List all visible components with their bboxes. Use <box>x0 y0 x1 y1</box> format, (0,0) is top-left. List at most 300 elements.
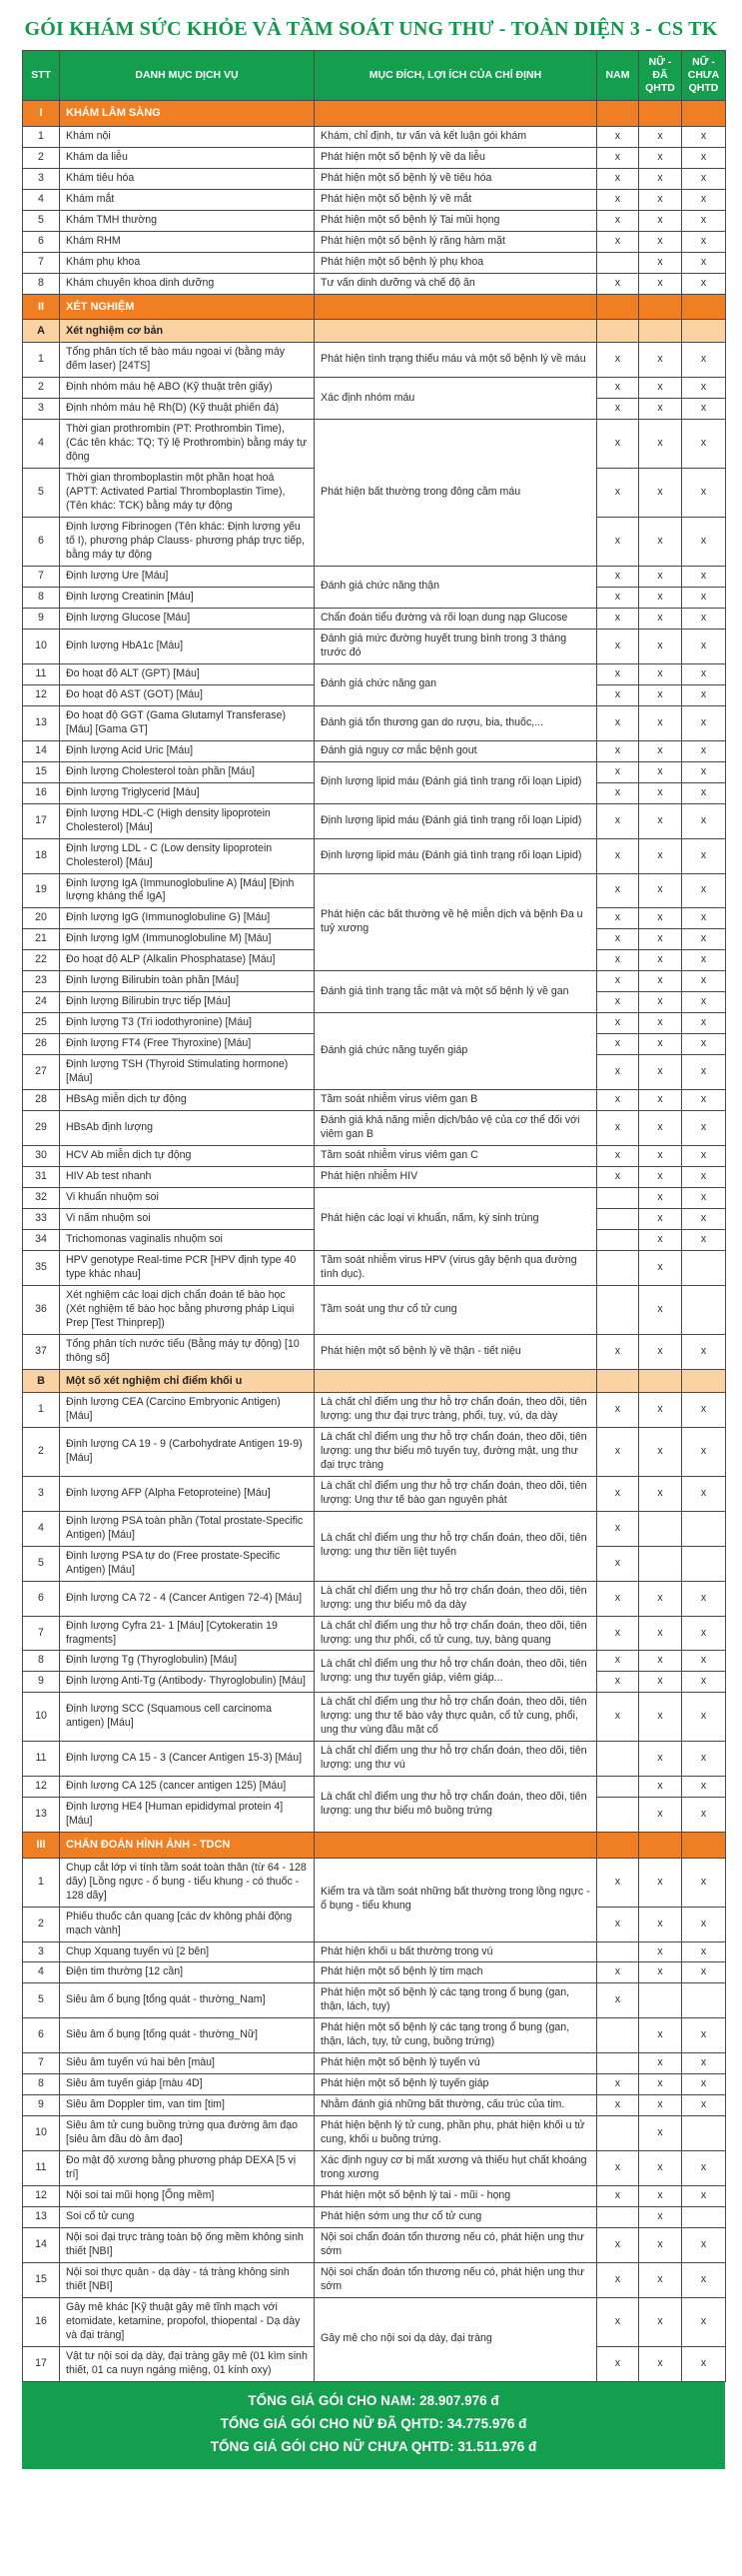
service-row <box>23 1111 726 1146</box>
mark-cell-nu-da-qhtd: x <box>639 189 682 210</box>
mark-cell-nam: x <box>597 2262 639 2297</box>
mark-cell-nam: x <box>597 1858 639 1907</box>
mark-cell-nu-chua-qhtd: x <box>682 2186 726 2207</box>
stt-cell: 36 <box>23 1285 60 1334</box>
service-name-cell: Định lượng Glucose [Máu] <box>60 608 315 629</box>
purpose-cell: Khám, chỉ định, tư vấn và kết luận gói khám <box>315 126 597 147</box>
mark-cell-nam: x <box>597 971 639 992</box>
stt-cell: 2 <box>23 378 60 399</box>
stt-cell: 23 <box>23 971 60 992</box>
section-number-cell: III <box>23 1833 60 1859</box>
purpose-cell: Phát hiện một số bệnh lý phụ khoa <box>315 252 597 273</box>
service-row <box>23 168 726 189</box>
stt-cell: 34 <box>23 1229 60 1250</box>
service-name-cell: Định lượng Acid Uric [Máu] <box>60 740 315 761</box>
stt-cell: 9 <box>23 608 60 629</box>
service-name-cell: Siêu âm Doppler tim, van tim [tim] <box>60 2095 315 2116</box>
purpose-cell: Định lượng lipid máu (Đánh giá tình trạng rối loạn Lipid) <box>315 838 597 873</box>
service-name-cell: HBsAg miễn dịch tự động <box>60 1090 315 1111</box>
mark-cell-nu-chua-qhtd <box>682 1833 726 1859</box>
section-purpose-spacer-cell <box>315 1833 597 1859</box>
service-name-cell: Định lượng HDL-C (High density lipoprotein Cholesterol) [Máu] <box>60 803 315 838</box>
stt-cell: 7 <box>23 567 60 588</box>
purpose-cell: Đánh giá nguy cơ mắc bệnh gout <box>315 740 597 761</box>
service-row <box>23 1962 726 1983</box>
mark-cell-nu-da-qhtd: x <box>639 1146 682 1167</box>
purpose-cell: Là chất chỉ điểm ung thư hỗ trợ chẩn đoán, theo dõi, tiên lượng: ung thư tiền liệt tuyến <box>315 1511 597 1581</box>
stt-cell: 16 <box>23 782 60 803</box>
service-name-cell: Thời gian thromboplastin một phần hoạt hoá (APTT: Activated Partial Thromboplastin Time), (Tên khác: TCK) bằng máy tự động <box>60 469 315 518</box>
stt-cell: 35 <box>23 1250 60 1285</box>
mark-cell-nu-chua-qhtd <box>682 1511 726 1546</box>
mark-cell-nu-da-qhtd: x <box>639 971 682 992</box>
table-header <box>23 51 726 101</box>
mark-cell-nu-da-qhtd: x <box>639 2186 682 2207</box>
mark-cell-nam: x <box>597 1693 639 1742</box>
mark-cell-nu-da-qhtd: x <box>639 231 682 252</box>
mark-cell-nu-chua-qhtd: x <box>682 420 726 469</box>
service-row <box>23 273 726 294</box>
mark-cell-nu-da-qhtd: x <box>639 803 682 838</box>
mark-cell-nu-chua-qhtd <box>682 1369 726 1392</box>
service-row <box>23 803 726 838</box>
section-label-cell: Xét nghiệm cơ bản <box>60 320 315 343</box>
stt-cell: 16 <box>23 2297 60 2346</box>
service-name-cell: Định lượng CEA (Carcino Embryonic Antigen) [Máu] <box>60 1392 315 1427</box>
service-row <box>23 1334 726 1369</box>
mark-cell-nu-chua-qhtd: x <box>682 1858 726 1907</box>
mark-cell-nam: x <box>597 1581 639 1616</box>
service-name-cell: Điện tim thường [12 cần] <box>60 1962 315 1983</box>
service-name-cell: Chụp cắt lớp vi tính tầm soát toàn thân (từ 64 - 128 dãy) [Lồng ngực - ổ bụng - tiểu khung - có thuốc - 128 dãy] <box>60 1858 315 1907</box>
stt-cell: 1 <box>23 126 60 147</box>
mark-cell-nam: x <box>597 1616 639 1651</box>
mark-cell-nu-chua-qhtd: x <box>682 518 726 567</box>
mark-cell-nu-chua-qhtd: x <box>682 873 726 908</box>
mark-cell-nu-chua-qhtd: x <box>682 1693 726 1742</box>
stt-cell: 1 <box>23 1392 60 1427</box>
mark-cell-nam: x <box>597 803 639 838</box>
service-name-cell: Soi cổ tử cung <box>60 2207 315 2228</box>
service-name-cell: Định lượng HE4 [Human epididymal protein 4] [Máu] <box>60 1798 315 1833</box>
mark-cell-nu-da-qhtd: x <box>639 608 682 629</box>
section-label-cell: Một số xét nghiệm chỉ điểm khối u <box>60 1369 315 1392</box>
mark-cell-nu-da-qhtd: x <box>639 1672 682 1693</box>
stt-cell: 2 <box>23 1427 60 1476</box>
mark-cell-nu-chua-qhtd: x <box>682 210 726 231</box>
mark-cell-nu-da-qhtd: x <box>639 663 682 684</box>
service-row <box>23 126 726 147</box>
mark-cell-nu-da-qhtd: x <box>639 378 682 399</box>
mark-cell-nu-da-qhtd: x <box>639 1334 682 1369</box>
mark-cell-nu-da-qhtd: x <box>639 950 682 971</box>
stt-cell: 5 <box>23 210 60 231</box>
purpose-cell: Đánh giá chức năng tuyến giáp <box>315 1013 597 1090</box>
mark-cell-nu-chua-qhtd: x <box>682 663 726 684</box>
service-row <box>23 1777 726 1798</box>
purpose-cell: Là chất chỉ điểm ung thư hỗ trợ chẩn đoán, theo dõi, tiên lượng: ung thư đại trực tràng, phổi, tuỵ, vú, dạ dày <box>315 1392 597 1427</box>
service-row <box>23 1167 726 1188</box>
subsection-row <box>23 1369 726 1392</box>
mark-cell-nam <box>597 1941 639 1962</box>
mark-cell-nam: x <box>597 399 639 420</box>
mark-cell-nam: x <box>597 684 639 705</box>
service-row <box>23 838 726 873</box>
section-number-cell: A <box>23 320 60 343</box>
section-label-cell: CHẨN ĐOÁN HÌNH ẢNH - TDCN <box>60 1833 315 1859</box>
mark-cell-nu-chua-qhtd: x <box>682 838 726 873</box>
purpose-cell: Đánh giá tình trạng tắc mật và một số bệnh lý về gan <box>315 971 597 1013</box>
service-name-cell: Tổng phân tích nước tiểu (Bằng máy tự động) [10 thông số] <box>60 1334 315 1369</box>
total-price-nam: TỔNG GIÁ GÓI CHO NAM: 28.907.976 đ <box>248 2392 499 2408</box>
mark-cell-nu-chua-qhtd: x <box>682 1034 726 1055</box>
service-name-cell: Khám nội <box>60 126 315 147</box>
mark-cell-nam: x <box>597 210 639 231</box>
service-row <box>23 1250 726 1285</box>
mark-cell-nam <box>597 1798 639 1833</box>
mark-cell-nam: x <box>597 1167 639 1188</box>
section-purpose-spacer-cell <box>315 1369 597 1392</box>
stt-cell: 13 <box>23 1798 60 1833</box>
purpose-cell: Là chất chỉ điểm ung thư hỗ trợ chẩn đoán, theo dõi, tiên lượng: ung thư biểu mô dạ dày <box>315 1581 597 1616</box>
mark-cell-nu-chua-qhtd <box>682 294 726 320</box>
mark-cell-nam <box>597 1777 639 1798</box>
purpose-cell: Là chất chỉ điểm ung thư hỗ trợ chẩn đoán, theo dõi, tiên lượng: ung thư tế bào vảy thực quản, cổ tử cung, phổi, ung thư vùng đầu mặt cổ <box>315 1693 597 1742</box>
mark-cell-nam: x <box>597 2228 639 2263</box>
stt-cell: 13 <box>23 705 60 740</box>
stt-cell: 8 <box>23 2074 60 2095</box>
mark-cell-nu-chua-qhtd: x <box>682 1392 726 1427</box>
service-row <box>23 420 726 469</box>
mark-cell-nu-chua-qhtd <box>682 1983 726 2018</box>
purpose-cell: Đánh giá tổn thương gan do rượu, bia, thuốc,... <box>315 705 597 740</box>
mark-cell-nu-da-qhtd: x <box>639 1188 682 1209</box>
stt-cell: 5 <box>23 1983 60 2018</box>
purpose-cell: Phát hiện các loại vi khuẩn, nấm, ký sinh trùng <box>315 1188 597 1251</box>
mark-cell-nam <box>597 1188 639 1209</box>
mark-cell-nam: x <box>597 1476 639 1511</box>
service-name-cell: Định lượng Tg (Thyroglobulin) [Máu] <box>60 1651 315 1672</box>
purpose-cell: Nội soi chẩn đoán tổn thương nếu có, phát hiện ung thư sớm <box>315 2262 597 2297</box>
col-header-nu-chua-qhtd: NỮ - CHƯA QHTD <box>682 51 726 101</box>
stt-cell: 5 <box>23 469 60 518</box>
service-name-cell: Chụp Xquang tuyến vú [2 bên] <box>60 1941 315 1962</box>
total-price-nu-chua-qhtd: TỔNG GIÁ GÓI CHO NỮ CHƯA QHTD: 31.511.976 đ <box>210 2438 537 2454</box>
stt-cell: 2 <box>23 147 60 168</box>
stt-cell: 19 <box>23 873 60 908</box>
mark-cell-nam <box>597 2207 639 2228</box>
stt-cell: 12 <box>23 2186 60 2207</box>
stt-cell: 12 <box>23 1777 60 1798</box>
purpose-cell: Là chất chỉ điểm ung thư hỗ trợ chẩn đoán, theo dõi, tiên lượng: ung thư tuyến giáp, viêm giáp... <box>315 1651 597 1693</box>
stt-cell: 15 <box>23 2262 60 2297</box>
mark-cell-nu-chua-qhtd: x <box>682 2228 726 2263</box>
mark-cell-nam: x <box>597 420 639 469</box>
section-row <box>23 294 726 320</box>
stt-cell: 14 <box>23 740 60 761</box>
purpose-cell: Tầm soát ung thư cổ tử cung <box>315 1285 597 1334</box>
service-name-cell: HIV Ab test nhanh <box>60 1167 315 1188</box>
purpose-cell: Tầm soát nhiễm virus viêm gan C <box>315 1146 597 1167</box>
stt-cell: 4 <box>23 420 60 469</box>
mark-cell-nam: x <box>597 1090 639 1111</box>
service-name-cell: Định lượng CA 72 - 4 (Cancer Antigen 72-4) [Máu] <box>60 1581 315 1616</box>
mark-cell-nam: x <box>597 1672 639 1693</box>
purpose-cell: Phát hiện một số bệnh lý Tai mũi họng <box>315 210 597 231</box>
mark-cell-nam: x <box>597 147 639 168</box>
service-name-cell: Trichomonas vaginalis nhuộm soi <box>60 1229 315 1250</box>
mark-cell-nam: x <box>597 1111 639 1146</box>
mark-cell-nu-chua-qhtd: x <box>682 950 726 971</box>
mark-cell-nu-da-qhtd <box>639 320 682 343</box>
service-name-cell: Nội soi thực quản - dạ dày - tá tràng không sinh thiết [NBI] <box>60 2262 315 2297</box>
mark-cell-nu-chua-qhtd: x <box>682 1111 726 1146</box>
mark-cell-nam: x <box>597 1546 639 1581</box>
mark-cell-nu-da-qhtd <box>639 1546 682 1581</box>
service-row <box>23 2228 726 2263</box>
mark-cell-nu-da-qhtd: x <box>639 1476 682 1511</box>
service-name-cell: Khám da liễu <box>60 147 315 168</box>
mark-cell-nu-da-qhtd: x <box>639 1250 682 1285</box>
mark-cell-nu-da-qhtd: x <box>639 343 682 378</box>
service-name-cell: Định lượng HbA1c [Máu] <box>60 629 315 663</box>
mark-cell-nam: x <box>597 2346 639 2381</box>
service-row <box>23 971 726 992</box>
mark-cell-nu-da-qhtd <box>639 294 682 320</box>
mark-cell-nu-chua-qhtd: x <box>682 168 726 189</box>
purpose-cell: Phát hiện một số bệnh lý tuyến giáp <box>315 2074 597 2095</box>
mark-cell-nu-da-qhtd: x <box>639 1427 682 1476</box>
purpose-cell: Phát hiện sớm ung thư cổ tử cung <box>315 2207 597 2228</box>
stt-cell: 1 <box>23 1858 60 1907</box>
service-row <box>23 740 726 761</box>
service-name-cell: Định lượng CA 19 - 9 (Carbohydrate Antigen 19-9) [Máu] <box>60 1427 315 1476</box>
service-row <box>23 2262 726 2297</box>
mark-cell-nam <box>597 1369 639 1392</box>
service-name-cell: Định lượng Creatinin [Máu] <box>60 587 315 608</box>
mark-cell-nu-chua-qhtd: x <box>682 1013 726 1034</box>
mark-cell-nu-chua-qhtd: x <box>682 1090 726 1111</box>
purpose-cell: Đánh giá chức năng thận <box>315 567 597 609</box>
mark-cell-nu-chua-qhtd: x <box>682 1334 726 1369</box>
mark-cell-nu-da-qhtd: x <box>639 1858 682 1907</box>
mark-cell-nam: x <box>597 273 639 294</box>
stt-cell: 8 <box>23 273 60 294</box>
section-number-cell: I <box>23 101 60 127</box>
totals-banner <box>22 2382 725 2469</box>
mark-cell-nu-da-qhtd: x <box>639 1208 682 1229</box>
purpose-cell: Phát hiện một số bệnh lý tai - mũi - họng <box>315 2186 597 2207</box>
mark-cell-nam: x <box>597 2186 639 2207</box>
mark-cell-nam <box>597 101 639 127</box>
mark-cell-nu-chua-qhtd: x <box>682 740 726 761</box>
service-name-cell: Định lượng Anti-Tg (Antibody- Thyroglobulin) [Máu] <box>60 1672 315 1693</box>
mark-cell-nu-chua-qhtd: x <box>682 761 726 782</box>
mark-cell-nu-da-qhtd: x <box>639 147 682 168</box>
stt-cell: 1 <box>23 343 60 378</box>
service-name-cell: Định lượng Cholesterol toàn phần [Máu] <box>60 761 315 782</box>
service-row <box>23 1476 726 1511</box>
mark-cell-nu-da-qhtd: x <box>639 168 682 189</box>
service-name-cell: Định lượng T3 (Tri iodothyronine) [Máu] <box>60 1013 315 1034</box>
stt-cell: 3 <box>23 399 60 420</box>
service-name-cell: HBsAb định lượng <box>60 1111 315 1146</box>
mark-cell-nu-chua-qhtd: x <box>682 1427 726 1476</box>
mark-cell-nu-chua-qhtd: x <box>682 399 726 420</box>
service-name-cell: Định lượng PSA tự do (Free prostate-Specific Antigen) [Máu] <box>60 1546 315 1581</box>
mark-cell-nu-chua-qhtd: x <box>682 587 726 608</box>
service-row <box>23 1616 726 1651</box>
stt-cell: 7 <box>23 252 60 273</box>
service-row <box>23 1983 726 2018</box>
mark-cell-nu-da-qhtd: x <box>639 1034 682 1055</box>
mark-cell-nu-da-qhtd <box>639 1833 682 1859</box>
mark-cell-nu-da-qhtd: x <box>639 782 682 803</box>
service-name-cell: Đo hoạt độ ALP (Alkalin Phosphatase) [Máu] <box>60 950 315 971</box>
mark-cell-nu-da-qhtd: x <box>639 761 682 782</box>
service-row <box>23 608 726 629</box>
stt-cell: 3 <box>23 1476 60 1511</box>
mark-cell-nu-da-qhtd: x <box>639 1055 682 1090</box>
service-name-cell: Xét nghiệm các loại dịch chẩn đoán tế bào học (Xét nghiệm tế bào học bằng phương pháp Liqui Prep [Test Thinprep]) <box>60 1285 315 1334</box>
mark-cell-nu-da-qhtd: x <box>639 2074 682 2095</box>
mark-cell-nu-chua-qhtd: x <box>682 908 726 929</box>
mark-cell-nu-da-qhtd: x <box>639 873 682 908</box>
stt-cell: 20 <box>23 908 60 929</box>
mark-cell-nu-chua-qhtd: x <box>682 567 726 588</box>
mark-cell-nu-da-qhtd: x <box>639 1798 682 1833</box>
mark-cell-nam: x <box>597 1013 639 1034</box>
mark-cell-nu-da-qhtd: x <box>639 2207 682 2228</box>
mark-cell-nu-chua-qhtd: x <box>682 2262 726 2297</box>
mark-cell-nu-da-qhtd: x <box>639 2228 682 2263</box>
section-label-cell: XÉT NGHIỆM <box>60 294 315 320</box>
mark-cell-nu-da-qhtd: x <box>639 2095 682 2116</box>
mark-cell-nu-da-qhtd: x <box>639 1581 682 1616</box>
service-name-cell: Định lượng TSH (Thyroid Stimulating hormone) [Máu] <box>60 1055 315 1090</box>
service-name-cell: Định lượng Ure [Máu] <box>60 567 315 588</box>
service-row <box>23 2186 726 2207</box>
service-name-cell: Gây mê khác [Kỹ thuật gây mê tĩnh mạch với etomidate, ketamine, propofol, thiopental - Dạ dày và đại tràng] <box>60 2297 315 2346</box>
mark-cell-nu-da-qhtd: x <box>639 210 682 231</box>
mark-cell-nu-chua-qhtd: x <box>682 469 726 518</box>
mark-cell-nu-da-qhtd: x <box>639 1111 682 1146</box>
mark-cell-nam <box>597 2116 639 2151</box>
mark-cell-nam: x <box>597 567 639 588</box>
purpose-cell: Phát hiện bất thường trong đông cầm máu <box>315 420 597 567</box>
service-row <box>23 252 726 273</box>
mark-cell-nam: x <box>597 1983 639 2018</box>
service-name-cell: Định nhóm máu hệ Rh(D) (Kỹ thuật phiến đá) <box>60 399 315 420</box>
stt-cell: 22 <box>23 950 60 971</box>
mark-cell-nu-chua-qhtd: x <box>682 684 726 705</box>
service-name-cell: Định lượng Cyfra 21- 1 [Máu] [Cytokeratin 19 fragments] <box>60 1616 315 1651</box>
purpose-cell: Phát hiện một số bệnh lý các tạng trong ổ bụng (gan, thận, lách, tụy, tử cung, buồng trứng) <box>315 2018 597 2053</box>
service-name-cell: Thời gian prothrombin (PT: Prothrombin Time), (Các tên khác: TQ; Tỷ lệ Prothrombin) bằng máy tự động <box>60 420 315 469</box>
mark-cell-nu-chua-qhtd: x <box>682 1167 726 1188</box>
mark-cell-nu-chua-qhtd: x <box>682 2053 726 2074</box>
mark-cell-nu-chua-qhtd: x <box>682 231 726 252</box>
mark-cell-nu-da-qhtd: x <box>639 518 682 567</box>
stt-cell: 3 <box>23 1941 60 1962</box>
service-name-cell: Nội soi đại trực tràng toàn bộ ống mềm không sinh thiết [NBI] <box>60 2228 315 2263</box>
stt-cell: 4 <box>23 189 60 210</box>
col-header-stt: STT <box>23 51 60 101</box>
service-row <box>23 2018 726 2053</box>
mark-cell-nam <box>597 2053 639 2074</box>
mark-cell-nam: x <box>597 168 639 189</box>
service-name-cell: Vi nấm nhuộm soi <box>60 1208 315 1229</box>
mark-cell-nam: x <box>597 663 639 684</box>
stt-cell: 6 <box>23 1581 60 1616</box>
stt-cell: 4 <box>23 1962 60 1983</box>
purpose-cell: Là chất chỉ điểm ung thư hỗ trợ chẩn đoán, theo dõi, tiên lượng: ung thư biểu mô buồng trứng <box>315 1777 597 1833</box>
mark-cell-nu-chua-qhtd: x <box>682 992 726 1013</box>
purpose-cell: Là chất chỉ điểm ung thư hỗ trợ chẩn đoán, theo dõi, tiên lượng: Ung thư tế bào gan nguyên phát <box>315 1476 597 1511</box>
stt-cell: 4 <box>23 1511 60 1546</box>
service-row <box>23 705 726 740</box>
service-row <box>23 1693 726 1742</box>
purpose-cell: Đánh giá mức đường huyết trung bình trong 3 tháng trước đó <box>315 629 597 663</box>
service-name-cell: Định lượng IgM (Immunoglobuline M) [Máu] <box>60 929 315 950</box>
service-name-cell: Đo hoạt độ GGT (Gama Glutamyl Transferase) [Máu] [Gama GT] <box>60 705 315 740</box>
purpose-cell: Phát hiện tình trạng thiếu máu và một số bệnh lý về máu <box>315 343 597 378</box>
purpose-cell: Phát hiện một số bệnh lý tim mạch <box>315 1962 597 1983</box>
mark-cell-nu-chua-qhtd <box>682 1546 726 1581</box>
service-name-cell: Khám chuyên khoa dinh dưỡng <box>60 273 315 294</box>
stt-cell: 7 <box>23 1616 60 1651</box>
mark-cell-nu-chua-qhtd: x <box>682 2074 726 2095</box>
mark-cell-nu-chua-qhtd <box>682 1250 726 1285</box>
mark-cell-nu-da-qhtd: x <box>639 1962 682 1983</box>
service-row <box>23 1941 726 1962</box>
mark-cell-nam: x <box>597 950 639 971</box>
service-name-cell: Nội soi tai mũi họng [Ống mềm] <box>60 2186 315 2207</box>
purpose-cell: Gây mê cho nội soi dạ dày, đại tràng <box>315 2297 597 2381</box>
mark-cell-nam <box>597 294 639 320</box>
stt-cell: 6 <box>23 2018 60 2053</box>
service-row <box>23 2074 726 2095</box>
stt-cell: 8 <box>23 1651 60 1672</box>
service-row <box>23 2053 726 2074</box>
stt-cell: 9 <box>23 2095 60 2116</box>
mark-cell-nu-chua-qhtd: x <box>682 378 726 399</box>
stt-cell: 10 <box>23 2116 60 2151</box>
service-name-cell: Siêu âm ổ bụng [tổng quát - thường_Nam] <box>60 1983 315 2018</box>
purpose-cell: Là chất chỉ điểm ung thư hỗ trợ chẩn đoán, theo dõi, tiên lượng: ung thư phổi, cổ tử cung, tụy, bàng quang <box>315 1616 597 1651</box>
mark-cell-nu-da-qhtd: x <box>639 126 682 147</box>
mark-cell-nu-chua-qhtd: x <box>682 1055 726 1090</box>
mark-cell-nam: x <box>597 992 639 1013</box>
mark-cell-nam: x <box>597 2151 639 2186</box>
stt-cell: 14 <box>23 2228 60 2263</box>
mark-cell-nu-chua-qhtd: x <box>682 1229 726 1250</box>
mark-cell-nam: x <box>597 2074 639 2095</box>
purpose-cell: Là chất chỉ điểm ung thư hỗ trợ chẩn đoán, theo dõi, tiên lượng: ung thư biểu mô tuyến tuỵ, đường mật, ung thư đại trực tràng <box>315 1427 597 1476</box>
mark-cell-nam <box>597 320 639 343</box>
purpose-cell: Phát hiện nhiễm HIV <box>315 1167 597 1188</box>
service-name-cell: Đo mật độ xương bằng phương pháp DEXA [5 vị trí] <box>60 2151 315 2186</box>
service-name-cell: Vật tư nội soi dạ dày, đại tràng gây mê (01 kìm sinh thiết, 01 ca nuyn ngáng miệng, 01 kính oxy) <box>60 2346 315 2381</box>
service-name-cell: Định lượng Fibrinogen (Tên khác: Định lượng yếu tố I), phương pháp Clauss- phương pháp trực tiếp, bằng máy tự động <box>60 518 315 567</box>
mark-cell-nu-da-qhtd <box>639 1983 682 2018</box>
section-purpose-spacer-cell <box>315 294 597 320</box>
service-name-cell: Siêu âm ổ bụng [tổng quát - thường_Nữ] <box>60 2018 315 2053</box>
service-name-cell: Định lượng PSA toàn phần (Total prostate-Specific Antigen) [Máu] <box>60 1511 315 1546</box>
mark-cell-nam: x <box>597 1962 639 1983</box>
mark-cell-nam: x <box>597 189 639 210</box>
mark-cell-nu-chua-qhtd: x <box>682 1798 726 1833</box>
